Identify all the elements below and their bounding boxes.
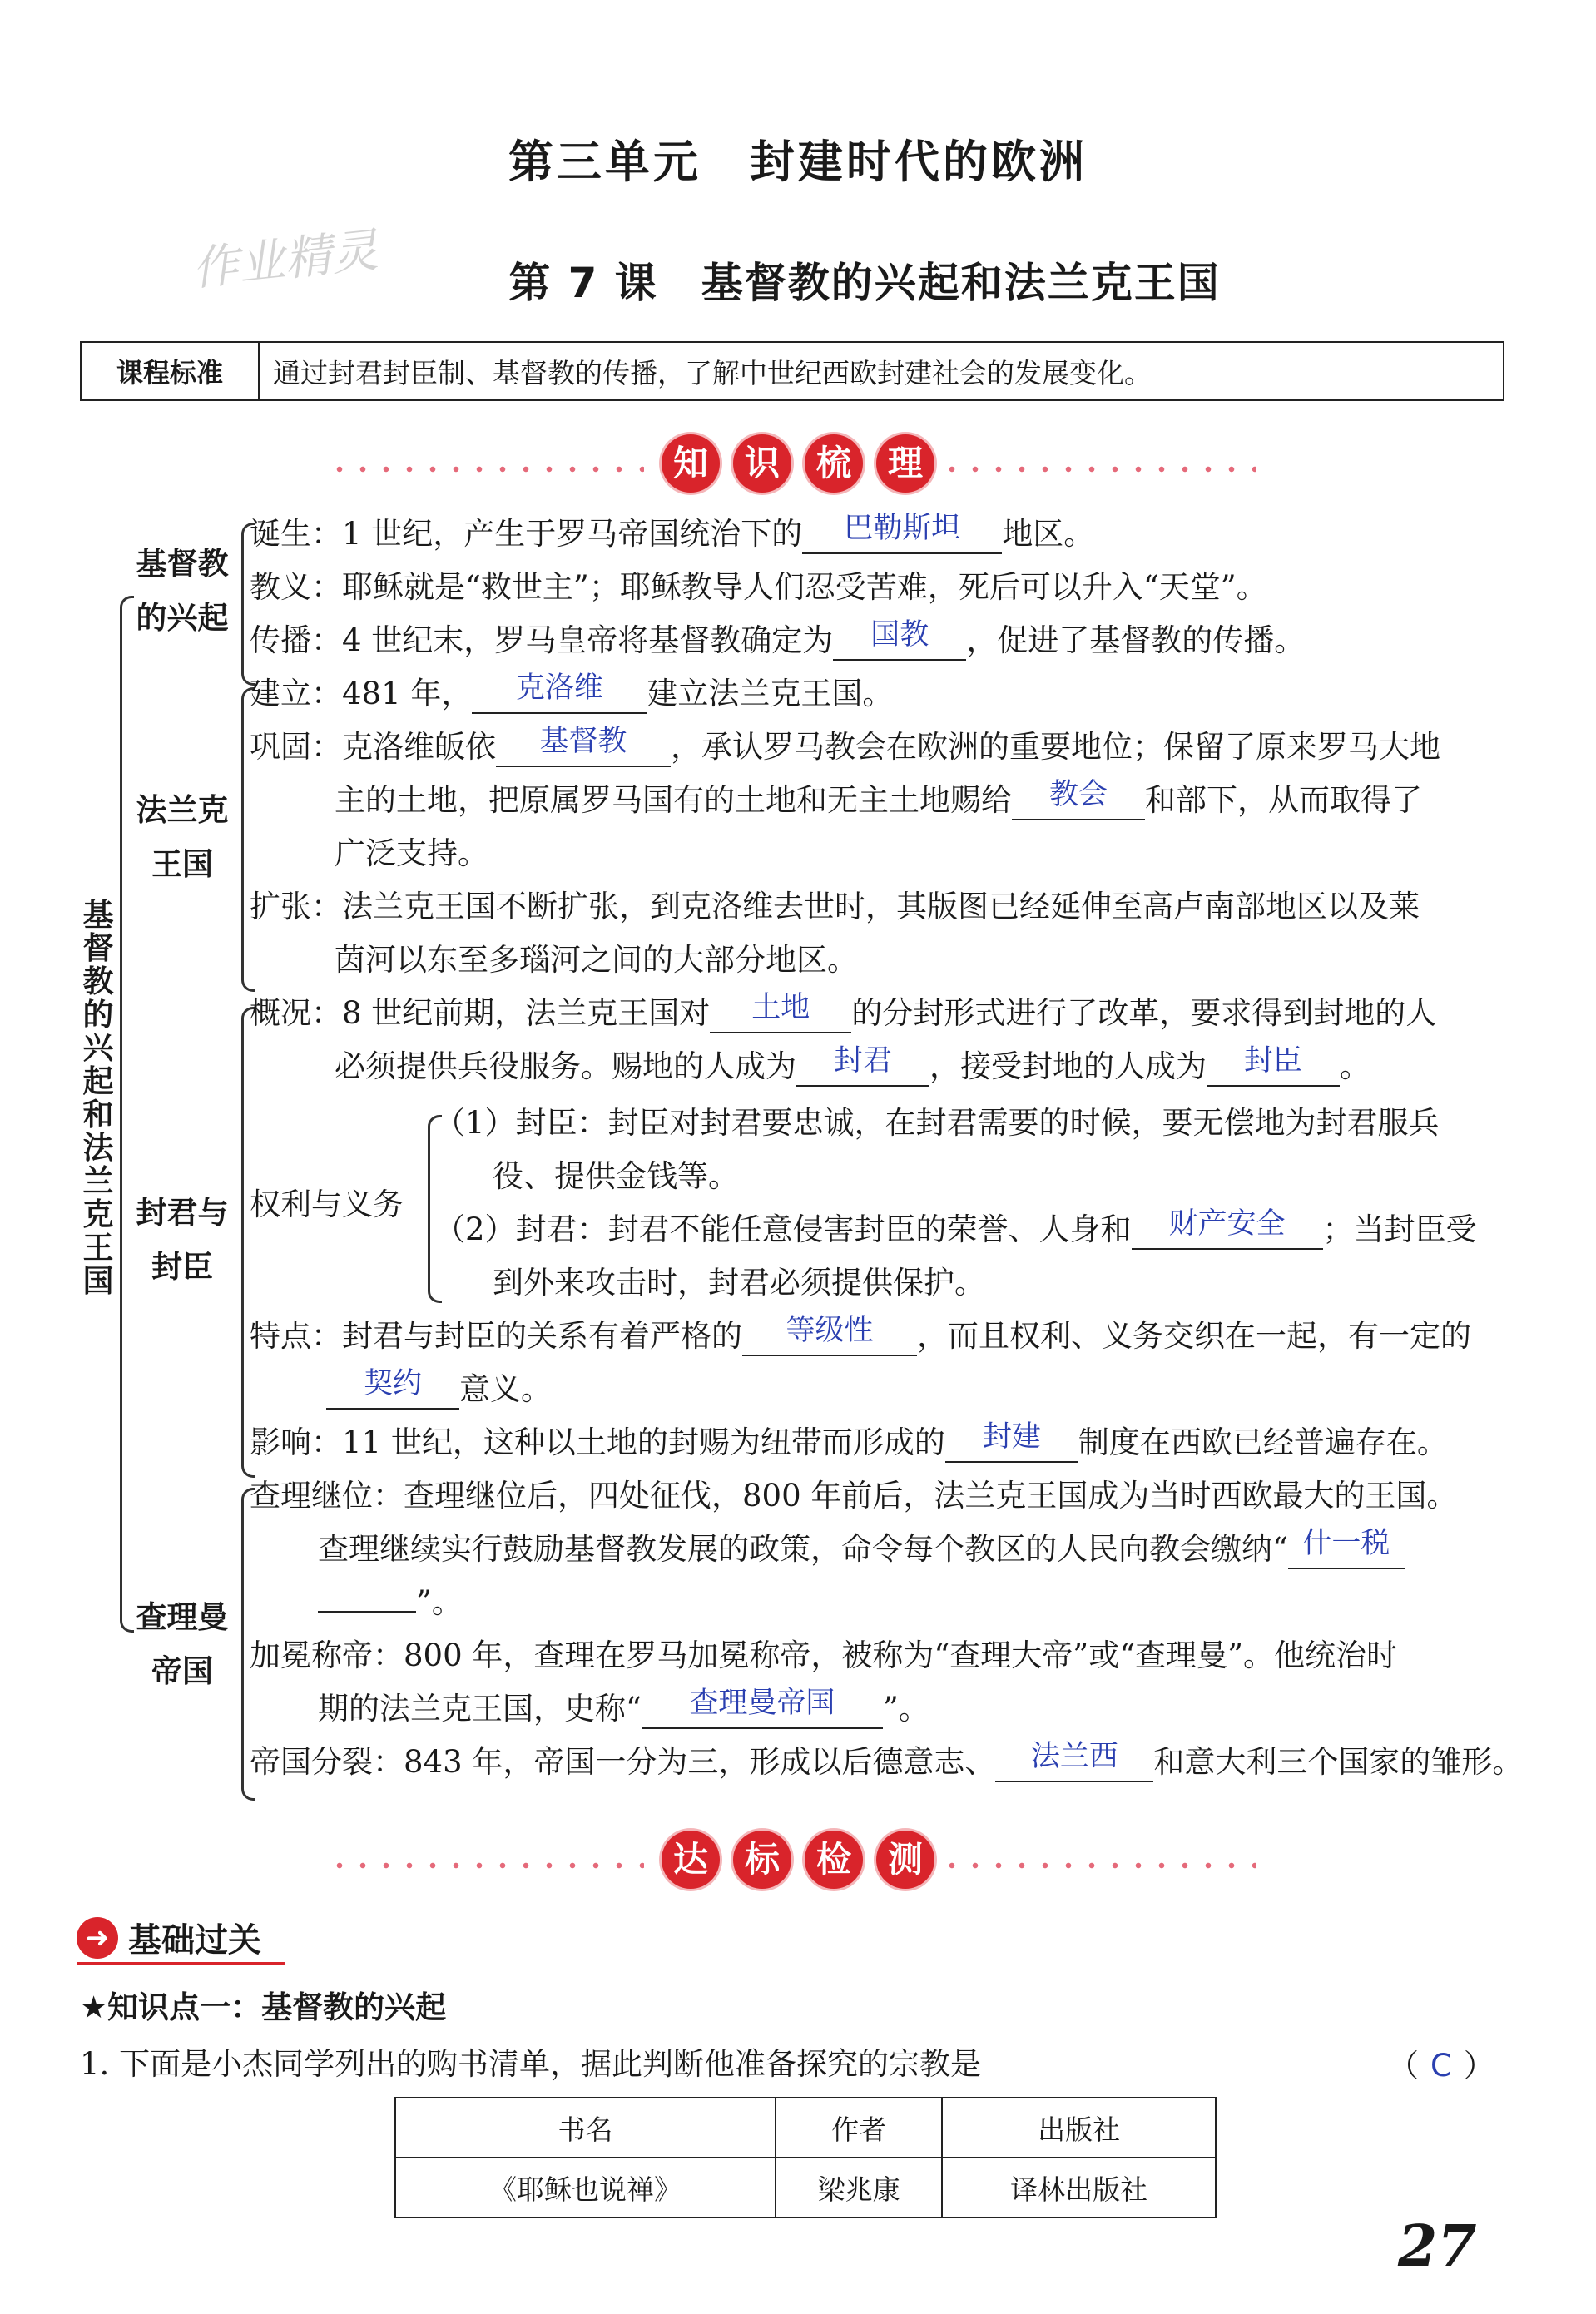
question-1-text: 1. 下面是小杰同学列出的购书清单，据此判断他准备探究的宗教是 [80,2046,982,2082]
outline-line: 契约 意义。 [326,1371,552,1410]
outline-line: 茵河以东至多瑙河之间的大部分地区。 [335,942,858,978]
banner-char: 达 [662,1831,720,1889]
banner-char: 知 [662,434,720,493]
outline-line: 建立：481 年， 克洛维 建立法兰克王国。 [250,676,893,714]
outline-line: 到外来攻击时，封君必须提供保护。 [493,1265,985,1301]
lesson-title: 第 7 课 基督教的兴起和法兰克王国 [508,259,1221,307]
outline-line: （1）封臣：封臣对封君要忠诚，在封君需要的时候，要无偿地为封君服兵 [434,1105,1440,1141]
table-cell: 梁兆康 [776,2158,942,2217]
outline-line: 帝国分裂：843 年，帝国一分为三，形成以后德意志、 法兰西 和意大利三个国家的雏形。 [250,1744,1523,1782]
outline-line: 查理继位：查理继位后，四处征伐，800 年前后，法兰克王国成为当时西欧最大的王国。 [250,1478,1458,1514]
category-lord-vassal: 封君与封臣 [136,1195,229,1285]
category-charlemagne-empire: 查理曼帝国 [136,1599,229,1689]
table-header-row [395,2098,1216,2158]
knowledge-point-title: ★知识点一：基督教的兴起 [80,1989,447,2025]
banner-char: 检 [805,1831,863,1889]
banner-char: 梳 [805,434,863,493]
outline-line: 影响：11 世纪，这种以土地的封赐为纽带而形成的 封建 制度在西欧已经普遍存在。 [250,1425,1448,1463]
outline-line: ”。 [318,1584,463,1621]
rights-label: 权利与义务 [250,1187,404,1222]
section-head-label: 基础过关 [128,1921,261,1960]
outline-line: 巩固：克洛维皈依 基督教 ，承认罗马教会在欧洲的重要地位；保留了原来罗马大地 [250,729,1440,767]
course-standard-text: 通过封君封臣制、基督教的传播，了解中世纪西欧封建社会的发展变化。 [273,356,1152,389]
banner-char: 测 [876,1831,934,1889]
outline-line: 诞生：1 世纪，产生于罗马帝国统治下的 巴勒斯坦 地区。 [250,516,1094,554]
main-brace [120,596,134,1633]
table-header-cell: 作者 [776,2098,942,2158]
outline-line: 役、提供金钱等。 [493,1158,739,1194]
banner-test [0,1831,1596,1897]
outline-line: 特点：封君与封臣的关系有着严格的 等级性 ，而且权利、义务交织在一起，有一定的 [250,1318,1471,1356]
banner-char: 识 [733,434,791,493]
outline-line: 概况：8 世纪前期，法兰克王国对 土地 的分封形式进行了改革，要求得到封地的人 [250,995,1436,1033]
table-cell: 《耶稣也说禅》 [395,2158,776,2217]
outline-line: 传播：4 世纪末，罗马皇帝将基督教确定为 国教 ，促进了基督教的传播。 [250,622,1305,661]
watermark-logo: 作业精灵 [189,223,381,297]
outline-line: 期的法兰克王国，史称“ 查理曼帝国 ”。 [318,1691,929,1729]
outline-line: （2）封君：封君不能任意侵害封臣的荣誉、人身和 财产安全 ；当封臣受 [434,1212,1477,1250]
outline-line: 加冕称帝：800 年，查理在罗马加冕称帝，被称为“查理大帝”或“查理曼”。他统治时 [250,1638,1398,1673]
section-underline [77,1962,285,1965]
outline-line: 教义：耶稣就是“救世主”；耶稣教导人们忍受苦难，死后可以升入“天堂”。 [250,569,1267,605]
category-frankish-kingdom: 法兰克王国 [136,792,229,882]
course-standard-label: 课程标准 [82,343,260,399]
banner-knowledge [0,434,1596,501]
course-standard-box [80,341,1504,401]
outline-line: 必须提供兵役服务。赐地的人成为 封君 ，接受封地的人成为 封臣 。 [335,1048,1370,1087]
category-christianity: 基督教的兴起 [136,546,229,636]
question-1-answer: （ C ） [1388,2048,1494,2084]
table-header-cell: 书名 [395,2098,776,2158]
table-header-cell: 出版社 [942,2098,1216,2158]
outline-line: 扩张：法兰克王国不断扩张，到克洛维去世时，其版图已经延伸至高卢南部地区以及莱 [250,889,1420,924]
brace-lord-vassal [241,1007,255,1478]
page-number: 27 [1398,2213,1477,2280]
outline-line: 查理继续实行鼓励基督教发展的政策，命令每个教区的人民向教会缴纳“ 什一税 [318,1531,1405,1569]
arrow-right-icon: ➜ [77,1917,118,1959]
banner-char: 理 [876,434,934,493]
book-list-table [394,2097,1217,2218]
outline-line: 广泛支持。 [335,835,488,871]
outline-line: 主的土地，把原属罗马国有的土地和无主土地赐给 教会 和部下，从而取得了 [335,782,1422,820]
table-cell: 译林出版社 [942,2158,1216,2217]
answer-letter: C [1430,2048,1452,2084]
main-topic-vertical: 基督教的兴起和法兰克王国 [82,897,114,1299]
banner-char: 标 [733,1831,791,1889]
table-row [395,2158,1216,2217]
unit-title: 第三单元 封建时代的欧洲 [508,136,1088,188]
section-head [77,1914,261,1961]
brace-rights [428,1115,442,1303]
